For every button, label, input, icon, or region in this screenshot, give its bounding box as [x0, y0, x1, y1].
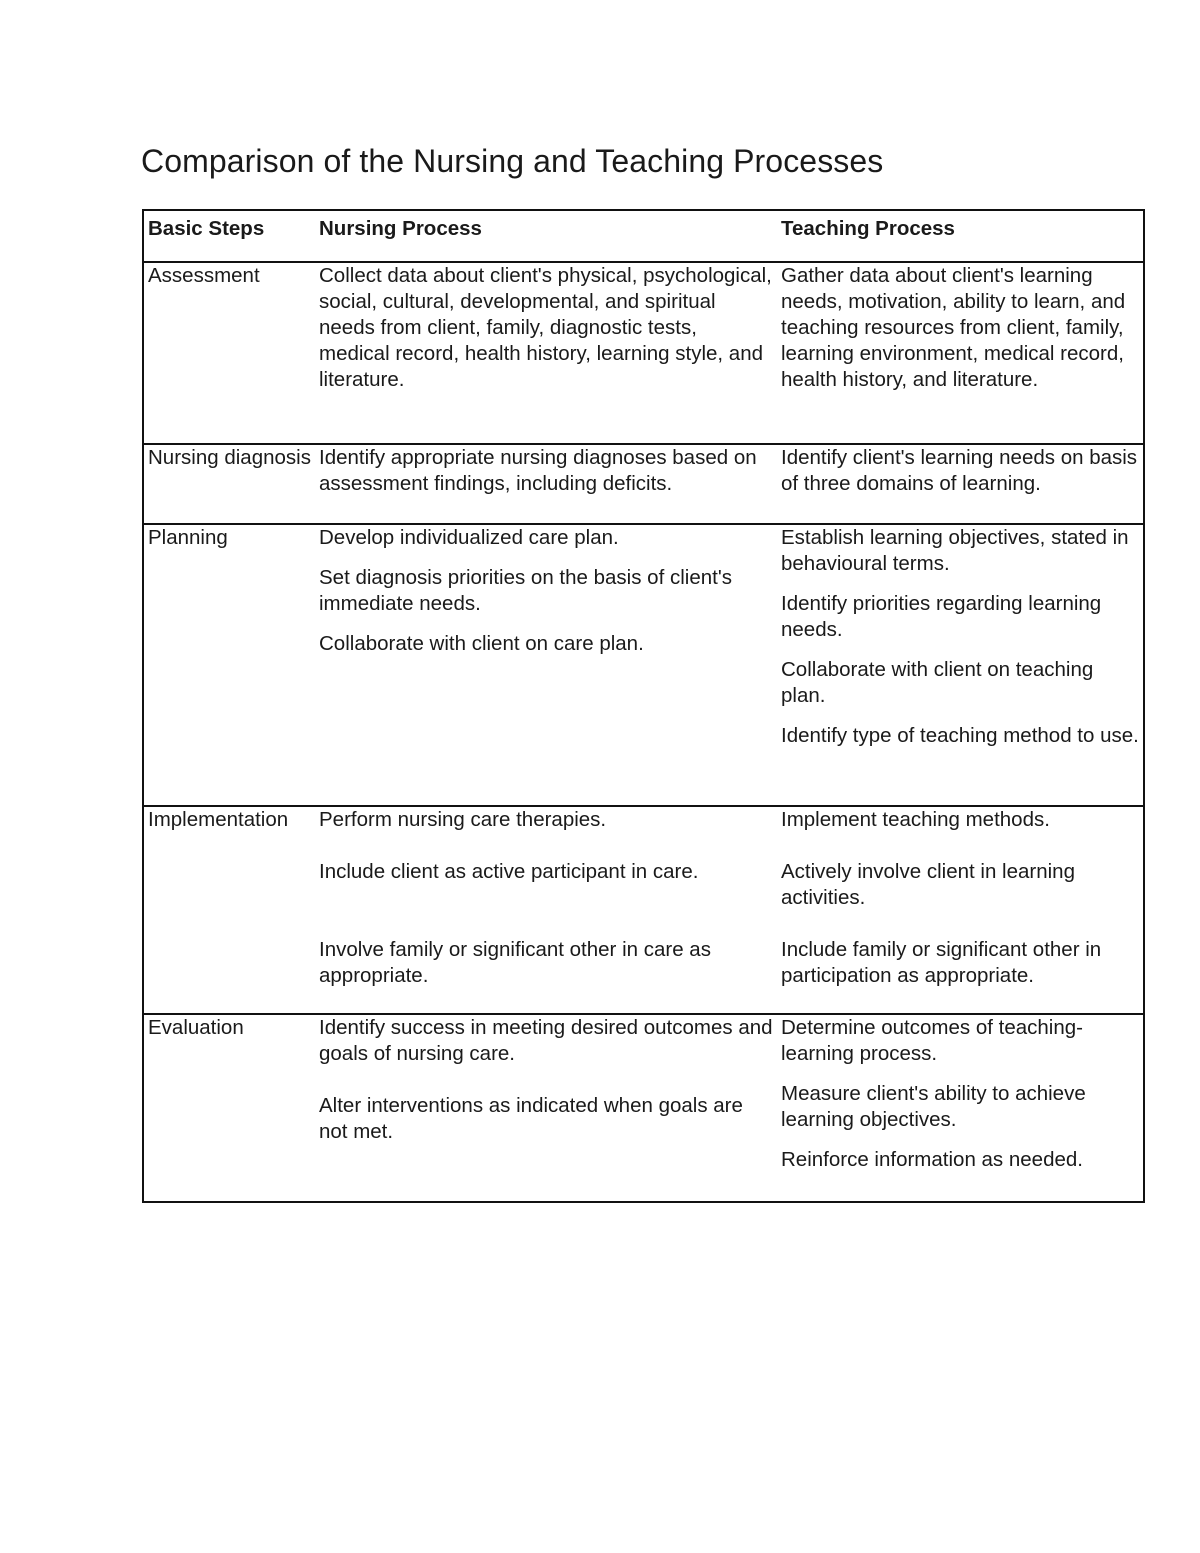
step-label: Nursing diagnosis	[148, 446, 311, 469]
nursing-cell	[315, 262, 777, 444]
nursing-text: Develop individualized care plan.	[319, 526, 619, 549]
teaching-text: Actively involve client in learning activities.	[781, 860, 1075, 909]
table-row-planning	[143, 524, 1144, 806]
table-row-evaluation	[143, 1014, 1144, 1202]
nursing-text: Perform nursing care therapies.	[319, 808, 607, 831]
table-row-assessment	[143, 262, 1144, 444]
step-label: Assessment	[148, 264, 260, 287]
teaching-text: Identify client's learning needs on basis of three domains of learning.	[781, 446, 1138, 495]
nursing-text: Alter interventions as indicated when goals are not met.	[319, 1094, 743, 1143]
teaching-cell	[777, 1014, 1144, 1202]
nursing-text: Include client as active participant in care.	[319, 860, 699, 883]
teaching-cell	[777, 806, 1144, 1014]
nursing-cell	[315, 1014, 777, 1202]
teaching-cell	[777, 524, 1144, 806]
teaching-text: Establish learning objectives, stated in behavioural terms.	[781, 526, 1129, 575]
teaching-text: Include family or significant other in participation as appropriate.	[781, 938, 1102, 987]
nursing-cell	[315, 444, 777, 524]
teaching-text: Determine outcomes of teaching-learning process.	[781, 1016, 1083, 1065]
nursing-cell	[315, 806, 777, 1014]
nursing-text: Collaborate with client on care plan.	[319, 632, 644, 655]
page-title: Comparison of the Nursing and Teaching Processes	[141, 143, 884, 179]
teaching-text: Reinforce information as needed.	[781, 1148, 1083, 1171]
teaching-text: Measure client's ability to achieve learning objectives.	[781, 1082, 1086, 1131]
teaching-cell	[777, 262, 1144, 444]
header-teaching-process: Teaching Process	[781, 217, 955, 240]
teaching-text: Identify priorities regarding learning needs.	[781, 592, 1102, 641]
table-row-nursing-diagnosis	[143, 444, 1144, 524]
comparison-table	[142, 209, 1145, 1203]
nursing-text: Collect data about client's physical, psychological, social, cultural, developmental, and spiritual needs from client, family, diagnostic tests, medical record, health history, learning style, and literature.	[319, 264, 772, 391]
nursing-text: Involve family or significant other in care as appropriate.	[319, 938, 711, 987]
teaching-text: Gather data about client's learning needs, motivation, ability to learn, and teaching resources from client, family, learning environment, medical record, health history, and literature.	[781, 264, 1126, 391]
table-row-implementation	[143, 806, 1144, 1014]
step-label: Implementation	[148, 808, 289, 831]
nursing-text: Identify success in meeting desired outcomes and goals of nursing care.	[319, 1016, 773, 1065]
nursing-text: Identify appropriate nursing diagnoses based on assessment findings, including deficits.	[319, 446, 757, 495]
nursing-cell	[315, 524, 777, 806]
teaching-cell	[777, 444, 1144, 524]
step-label: Planning	[148, 526, 228, 549]
nursing-text: Set diagnosis priorities on the basis of client's immediate needs.	[319, 566, 732, 615]
header-basic-steps: Basic Steps	[148, 217, 265, 240]
teaching-text: Implement teaching methods.	[781, 808, 1050, 831]
teaching-text: Collaborate with client on teaching plan.	[781, 658, 1094, 707]
step-label: Evaluation	[148, 1016, 244, 1039]
table-header-row	[143, 210, 1144, 262]
teaching-text: Identify type of teaching method to use.	[781, 724, 1139, 747]
header-nursing-process: Nursing Process	[319, 217, 482, 240]
